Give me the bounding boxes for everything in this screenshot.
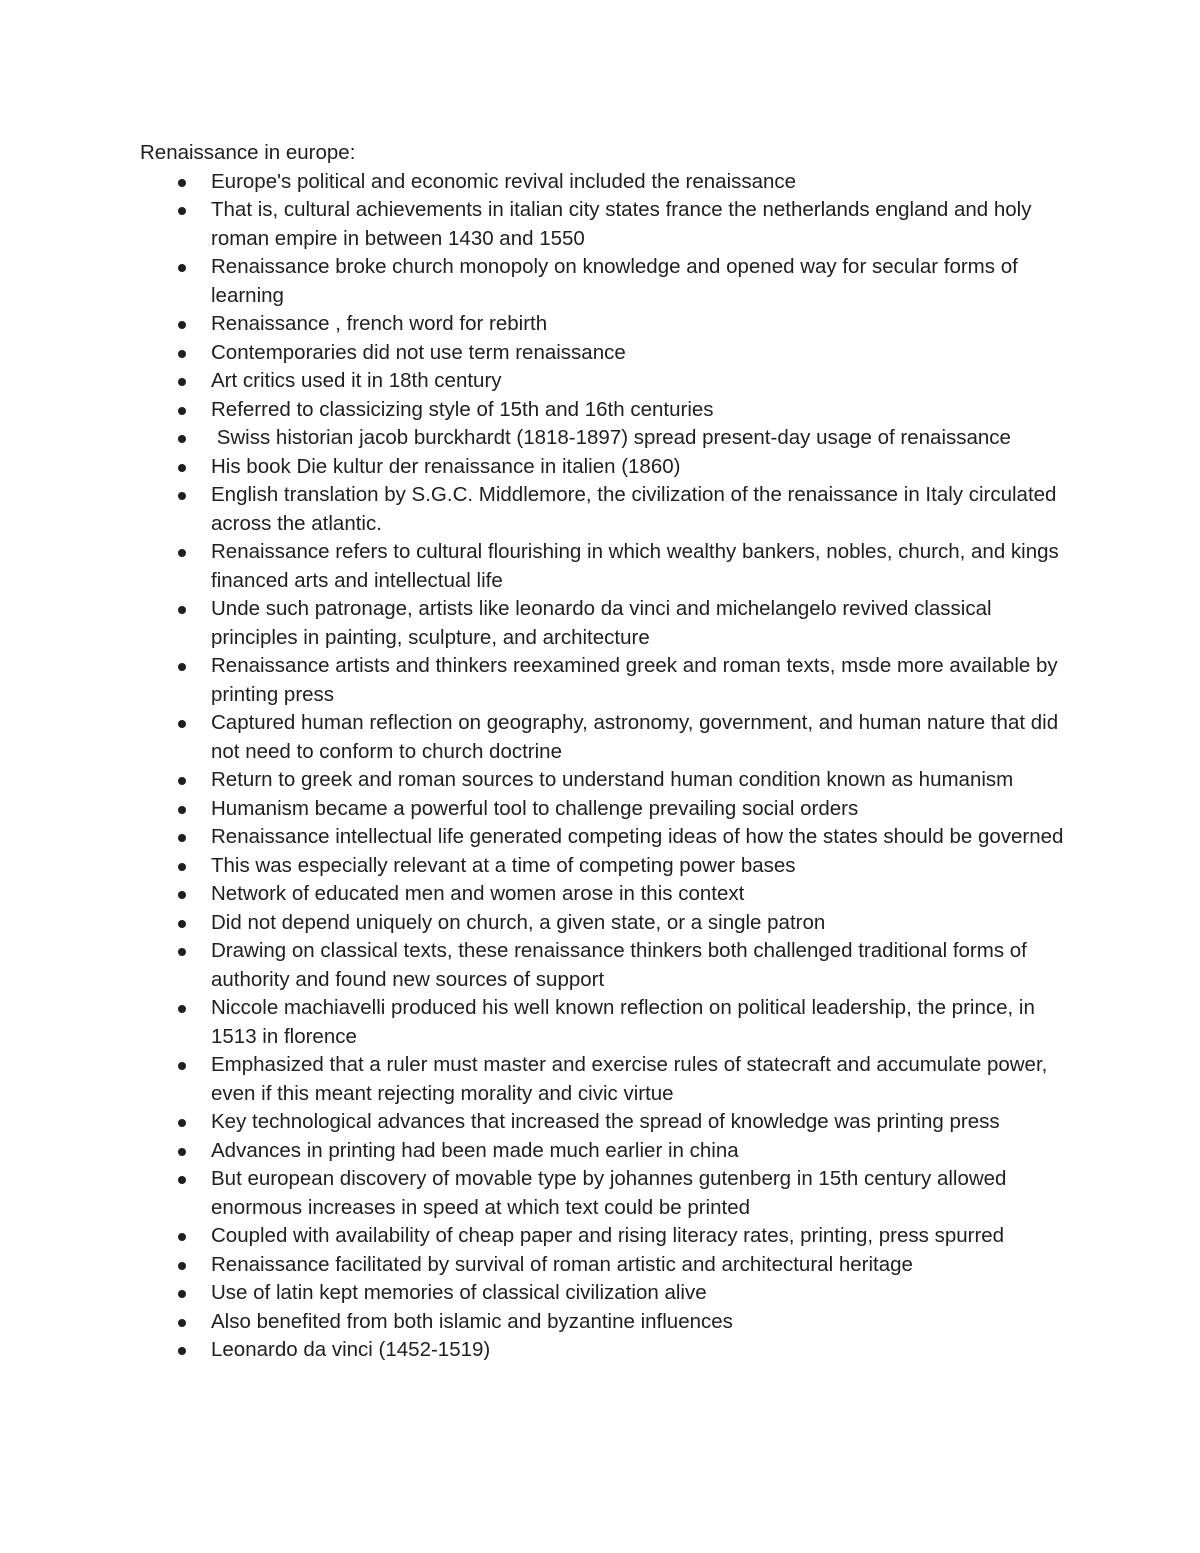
bullet-icon (178, 891, 186, 899)
bullet-icon (178, 1062, 186, 1070)
bullet-icon (178, 407, 186, 415)
list-item: Humanism became a powerful tool to challenge prevailing social orders (140, 795, 1080, 824)
bullet-icon (178, 464, 186, 472)
bullet-icon (178, 606, 186, 614)
bullet-icon (178, 663, 186, 671)
list-item: But european discovery of movable type by johannes gutenberg in 15th century allowed enormous increases in speed at which text could be printed (140, 1165, 1080, 1222)
bullet-icon (178, 777, 186, 785)
list-item: Renaissance refers to cultural flourishing in which wealthy bankers, nobles, church, and kings financed arts and intellectual life (140, 538, 1080, 595)
bullet-icon (178, 435, 186, 443)
bullet-icon (178, 1119, 186, 1127)
list-item: This was especially relevant at a time of competing power bases (140, 852, 1080, 881)
bullet-icon (178, 492, 186, 500)
bullet-icon (178, 1347, 186, 1355)
list-item: Did not depend uniquely on church, a given state, or a single patron (140, 909, 1080, 938)
bullet-icon (178, 179, 186, 187)
list-item: English translation by S.G.C. Middlemore, the civilization of the renaissance in Italy circulated across the atlantic. (140, 481, 1080, 538)
list-item: Use of latin kept memories of classical civilization alive (140, 1279, 1080, 1308)
bullet-icon (178, 1176, 186, 1184)
bullet-icon (178, 264, 186, 272)
document-body (140, 139, 1080, 1365)
document-heading: Renaissance in europe: (140, 141, 356, 164)
list-item: Renaissance broke church monopoly on knowledge and opened way for secular forms of learning (140, 253, 1080, 310)
list-item: Coupled with availability of cheap paper and rising literacy rates, printing, press spurred (140, 1222, 1080, 1251)
bullet-icon (178, 549, 186, 557)
bullet-icon (178, 863, 186, 871)
bullet-icon (178, 1262, 186, 1270)
list-item: Return to greek and roman sources to understand human condition known as humanism (140, 766, 1080, 795)
list-item: Network of educated men and women arose in this context (140, 880, 1080, 909)
bullet-icon (178, 948, 186, 956)
bullet-icon (178, 378, 186, 386)
bullet-icon (178, 920, 186, 928)
list-item: Swiss historian jacob burckhardt (1818-1897) spread present-day usage of renaissance (140, 424, 1080, 453)
list-item: Contemporaries did not use term renaissance (140, 339, 1080, 368)
bullet-icon (178, 806, 186, 814)
bullet-icon (178, 1290, 186, 1298)
list-item: His book Die kultur der renaissance in italien (1860) (140, 453, 1080, 482)
list-item: Referred to classicizing style of 15th and 16th centuries (140, 396, 1080, 425)
list-item: Emphasized that a ruler must master and exercise rules of statecraft and accumulate power, even if this meant rejecting morality and civic virtue (140, 1051, 1080, 1108)
list-item: Europe's political and economic revival included the renaissance (140, 168, 1080, 197)
bullet-icon (178, 1005, 186, 1013)
list-item: Key technological advances that increased the spread of knowledge was printing press (140, 1108, 1080, 1137)
list-item: That is, cultural achievements in italian city states france the netherlands england and holy roman empire in between 1430 and 1550 (140, 196, 1080, 253)
list-item: Drawing on classical texts, these renaissance thinkers both challenged traditional forms of authority and found new sources of support (140, 937, 1080, 994)
list-item: Renaissance artists and thinkers reexamined greek and roman texts, msde more available by printing press (140, 652, 1080, 709)
list-item: Niccole machiavelli produced his well known reflection on political leadership, the prince, in 1513 in florence (140, 994, 1080, 1051)
bullet-list (140, 168, 1080, 1365)
bullet-icon (178, 1148, 186, 1156)
bullet-icon (178, 321, 186, 329)
list-item: Art critics used it in 18th century (140, 367, 1080, 396)
list-item: Advances in printing had been made much earlier in china (140, 1137, 1080, 1166)
list-item: Renaissance facilitated by survival of roman artistic and architectural heritage (140, 1251, 1080, 1280)
list-item: Renaissance intellectual life generated competing ideas of how the states should be governed (140, 823, 1080, 852)
bullet-icon (178, 834, 186, 842)
list-item: Captured human reflection on geography, astronomy, government, and human nature that did not need to conform to church doctrine (140, 709, 1080, 766)
bullet-icon (178, 350, 186, 358)
bullet-icon (178, 1319, 186, 1327)
list-item: Unde such patronage, artists like leonardo da vinci and michelangelo revived classical principles in painting, sculpture, and architecture (140, 595, 1080, 652)
list-item: Renaissance , french word for rebirth (140, 310, 1080, 339)
bullet-icon (178, 207, 186, 215)
bullet-icon (178, 720, 186, 728)
list-item: Also benefited from both islamic and byzantine influences (140, 1308, 1080, 1337)
list-item: Leonardo da vinci (1452-1519) (140, 1336, 1080, 1365)
bullet-icon (178, 1233, 186, 1241)
